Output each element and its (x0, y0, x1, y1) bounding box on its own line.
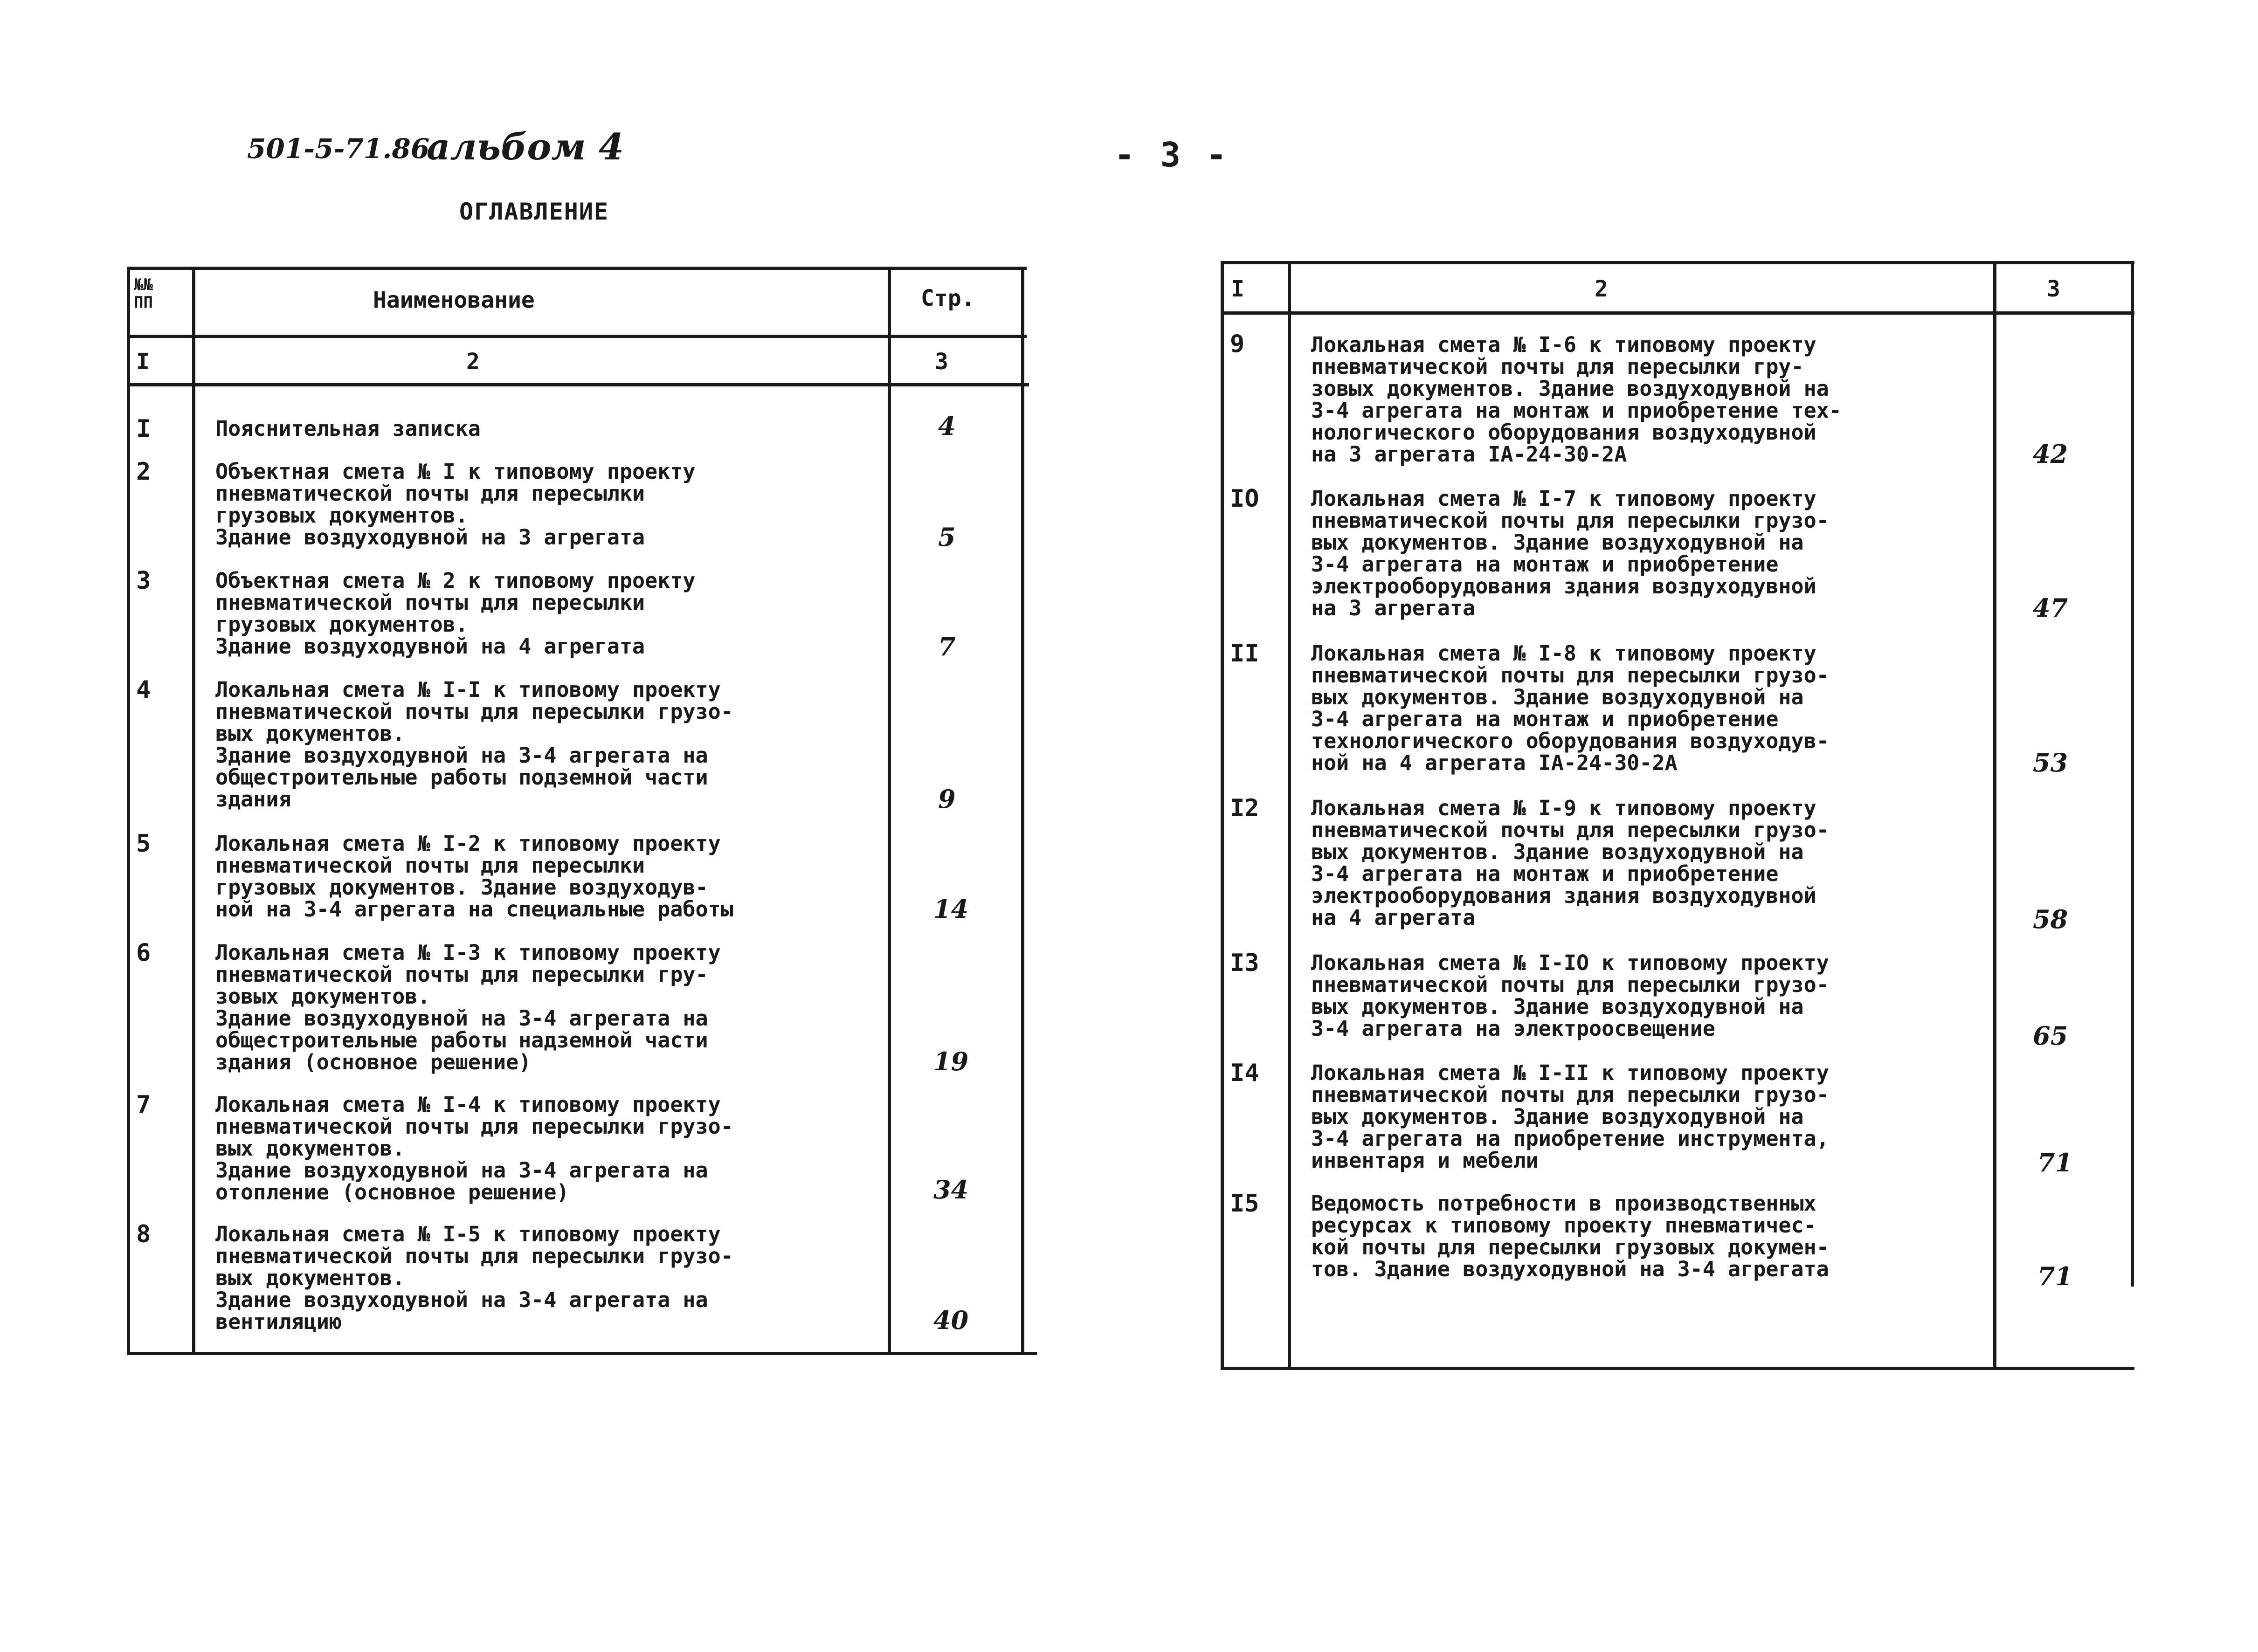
col-number-1: I (1231, 276, 1244, 302)
right-table-left-rule (1221, 261, 1224, 1370)
row-name: Локальная смета № I-I к типовому проекту пневматической почты для пересылки грузо- вых документов. Здание воздуходувной на 3-4 агрегата на общестроительные работы подземной части здания (215, 677, 733, 812)
row-name: Локальная смета № I-6 к типовому проекту пневматической почты для пересылки гру- зовых документов. Здание воздуходувной на 3-4 агрегата на монтаж и приобретение тех- нологического оборудования воздуходувной на 3 агрегата IA-24-30-2A (1311, 332, 1842, 467)
row-page: 19 (933, 1046, 969, 1076)
row-number: I5 (1230, 1190, 1259, 1218)
row-page: 47 (2033, 593, 2068, 623)
row-page: 71 (2037, 1261, 2073, 1291)
row-page: 53 (2033, 748, 2068, 778)
row-number: I (136, 415, 151, 443)
row-number: 6 (136, 939, 151, 967)
page-number: - 3 - (1114, 135, 1229, 174)
row-name: Локальная смета № I-2 к типовому проекту пневматической почты для пересылки грузовых документов. Здание воздуходув- ной на 3-4 агрегата на специальные работы (215, 831, 733, 922)
row-page: 58 (2033, 904, 2068, 934)
col-number-2: 2 (1595, 276, 1608, 302)
col-page-header: Стр. (921, 285, 975, 311)
row-name: Объектная смета № 2 к типовому проекту пневматической почты для пересылки грузовых документов. Здание воздуходувной на 4 агрегата (215, 568, 696, 659)
right-table-top-rule (1221, 261, 2134, 264)
row-name: Локальная смета № I-3 к типовому проекту пневматической почты для пересылки гру- зовых документов. Здание воздуходувной на 3-4 агрегата на общестроительные работы надземной части здания (основное решение) (215, 940, 721, 1074)
row-number: 5 (136, 830, 151, 858)
right-table-col2-rule (1993, 261, 1996, 1370)
left-table-right-rule (1021, 267, 1024, 1355)
document-code: 501-5-71.86 (247, 133, 430, 165)
right-table-col1-rule (1288, 261, 1291, 1370)
row-page: 65 (2033, 1021, 2068, 1051)
row-page: 14 (933, 894, 969, 924)
row-name: Локальная смета № I-5 к типовому проекту пневматической почты для пересылки грузо- вых документов. Здание воздуходувной на 3-4 агрегата на вентиляцию (215, 1222, 733, 1334)
row-number: 7 (136, 1091, 151, 1119)
left-table-bottom-rule (127, 1352, 1037, 1355)
left-table-colnum-rule (127, 383, 1029, 386)
row-page: 5 (938, 522, 956, 552)
row-number: 3 (136, 567, 151, 595)
left-table-col1-rule (192, 267, 195, 1355)
row-name: Пояснительная записка (215, 416, 481, 441)
row-page: 4 (938, 411, 956, 441)
row-name: Локальная смета № I-IO к типовому проекту пневматической почты для пересылки грузо- вых документов. Здание воздуходувной на 3-4 агрегата на электроосвещение (1311, 950, 1829, 1041)
col-number-3: 3 (935, 349, 948, 375)
col-name-header: Наименование (373, 287, 535, 313)
row-number: II (1230, 640, 1259, 668)
row-page: 71 (2037, 1148, 2073, 1177)
col-number-3: 3 (2047, 276, 2060, 302)
col-num-header: №№ ПП (134, 275, 153, 312)
right-table-bottom-rule (1221, 1367, 2134, 1370)
row-name: Локальная смета № I-8 к типовому проекту пневматической почты для пересылки грузо- вых документов. Здание воздуходувной на 3-4 агрегата на монтаж и приобретение технологического оборудования воздуходув- ной на 4 агрегата IA-24-30-2A (1311, 641, 1829, 775)
row-page: 34 (933, 1175, 969, 1205)
row-page: 40 (933, 1305, 969, 1335)
row-name: Локальная смета № I-II к типовому проекту пневматической почты для пересылки грузо- вых документов. Здание воздуходувной на 3-4 агрегата на приобретение инструмента, инвентаря и мебели (1311, 1060, 1829, 1173)
right-table-header-rule (1221, 311, 2134, 315)
row-number: 4 (136, 676, 151, 704)
left-table-col2-rule (888, 267, 891, 1355)
row-name: Локальная смета № I-9 к типовому проекту пневматической почты для пересылки грузо- вых документов. Здание воздуходувной на 3-4 агрегата на монтаж и приобретение электрооборудования здания воздуходувной на 4 агрегата (1311, 796, 1829, 930)
row-page: 9 (938, 784, 956, 814)
row-name: Ведомость потребности в производственных ресурсах к типовому проекту пневматичес- кой почты для пересылки грузовых докумен- тов. Здание воздуходувной на 3-4 агрегата (1311, 1191, 1829, 1281)
row-number: I3 (1230, 949, 1259, 977)
row-number: I4 (1230, 1059, 1259, 1087)
toc-title: ОГЛАВЛЕНИЕ (459, 198, 609, 225)
left-table-left-rule (127, 267, 130, 1355)
row-number: 8 (136, 1220, 151, 1248)
col-number-2: 2 (466, 349, 480, 375)
row-number: 9 (1230, 330, 1245, 358)
row-name: Объектная смета № I к типовому проекту пневматической почты для пересылки грузовых документов. Здание воздуходувной на 3 агрегата (215, 459, 696, 550)
row-number: I2 (1230, 794, 1259, 822)
left-table-top-rule (127, 267, 1027, 270)
album-label: альбом 4 (427, 126, 624, 168)
row-name: Локальная смета № I-7 к типовому проекту пневматической почты для пересылки грузо- вых документов. Здание воздуходувной на 3-4 агрегата на монтаж и приобретение электрооборудования здания воздуходувной на 3 агрегата (1311, 486, 1829, 620)
row-name: Локальная смета № I-4 к типовому проекту пневматической почты для пересылки грузо- вых документов. Здание воздуходувной на 3-4 агрегата на отопление (основное решение) (215, 1092, 733, 1205)
row-number: 2 (136, 458, 151, 486)
left-table-header-rule (127, 335, 1027, 338)
row-number: IO (1230, 485, 1259, 513)
row-page: 42 (2033, 439, 2068, 469)
row-page: 7 (938, 632, 956, 661)
right-table-right-rule (2131, 261, 2134, 1287)
col-number-1: I (136, 349, 150, 375)
